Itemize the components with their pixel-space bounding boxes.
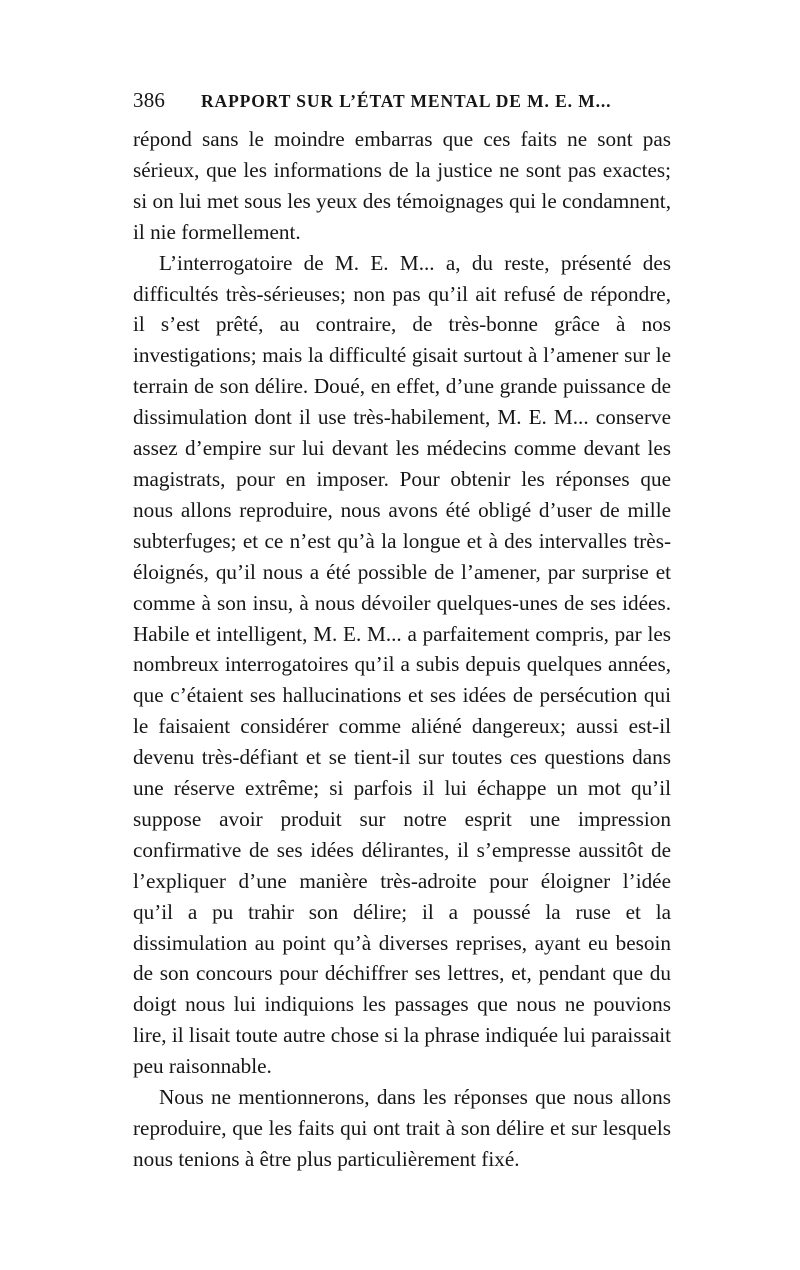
- body-text: [133, 124, 671, 1175]
- paragraph-responses: Nous ne mentionnerons, dans les réponses que nous allons reproduire, que les faits qui ont trait à son délire et sur lesquels nous tenions à être plus particulièrement fixé.: [133, 1085, 671, 1171]
- running-title: RAPPORT SUR L’ÉTAT MENTAL DE M. E. M...: [201, 91, 612, 111]
- paragraph-interrogation: L’interrogatoire de M. E. M... a, du reste, présenté des difficultés très-sérieuses; non pas qu’il ait refusé de répondre, il s’est prêté, au contraire, de très-bonne grâce à nos investigations; mais la difficulté gisait surtout à l’amener sur le terrain de son délire. Doué, en effet, d’une grande puissance de dissimulation dont il use très-habilement, M. E. M... conserve assez d’empire sur lui devant les médecins comme devant les magistrats, pour en imposer. Pour obtenir les réponses que nous allons reproduire, nous avons été obligé d’user de mille subterfuges; et ce n’est qu’à la longue et à des intervalles très-éloignés, qu’il nous a été possible de l’amener, par surprise et comme à son insu, à nous dévoiler quelques-unes de ses idées. Habile et intelligent, M. E. M... a parfaitement compris, par les nombreux interrogatoires qu’il a subis depuis quelques années, que c’étaient ses hallucinations et ses idées de persécution qui le faisaient considérer comme aliéné dangereux; aussi est-il devenu très-défiant et se tient-il sur toutes ces questions dans une réserve extrême; si parfois il lui échappe un mot qu’il suppose avoir produit sur notre esprit une impression confirmative de ses idées délirantes, il s’empresse aussitôt de l’expliquer d’une manière très-adroite pour éloigner l’idée qu’il a pu trahir son délire; il a poussé la ruse et la dissimulation au point qu’à diverses reprises, ayant eu besoin de son concours pour déchiffrer ses lettres, et, pendant que du doigt nous lui indiquions les passages que nous ne pouvions lire, il lisait toute autre chose si la phrase indiquée lui paraissait peu raisonnable.: [133, 250, 671, 1079]
- paragraph-continuation: répond sans le moindre embarras que ces faits ne sont pas sérieux, que les informations de la justice ne sont pas exactes; si on lui met sous les yeux des témoignages qui le condamnent, il nie formellement.: [133, 127, 671, 244]
- running-head: [133, 88, 671, 122]
- page-number: 386: [133, 88, 166, 112]
- book-page: [133, 88, 671, 1175]
